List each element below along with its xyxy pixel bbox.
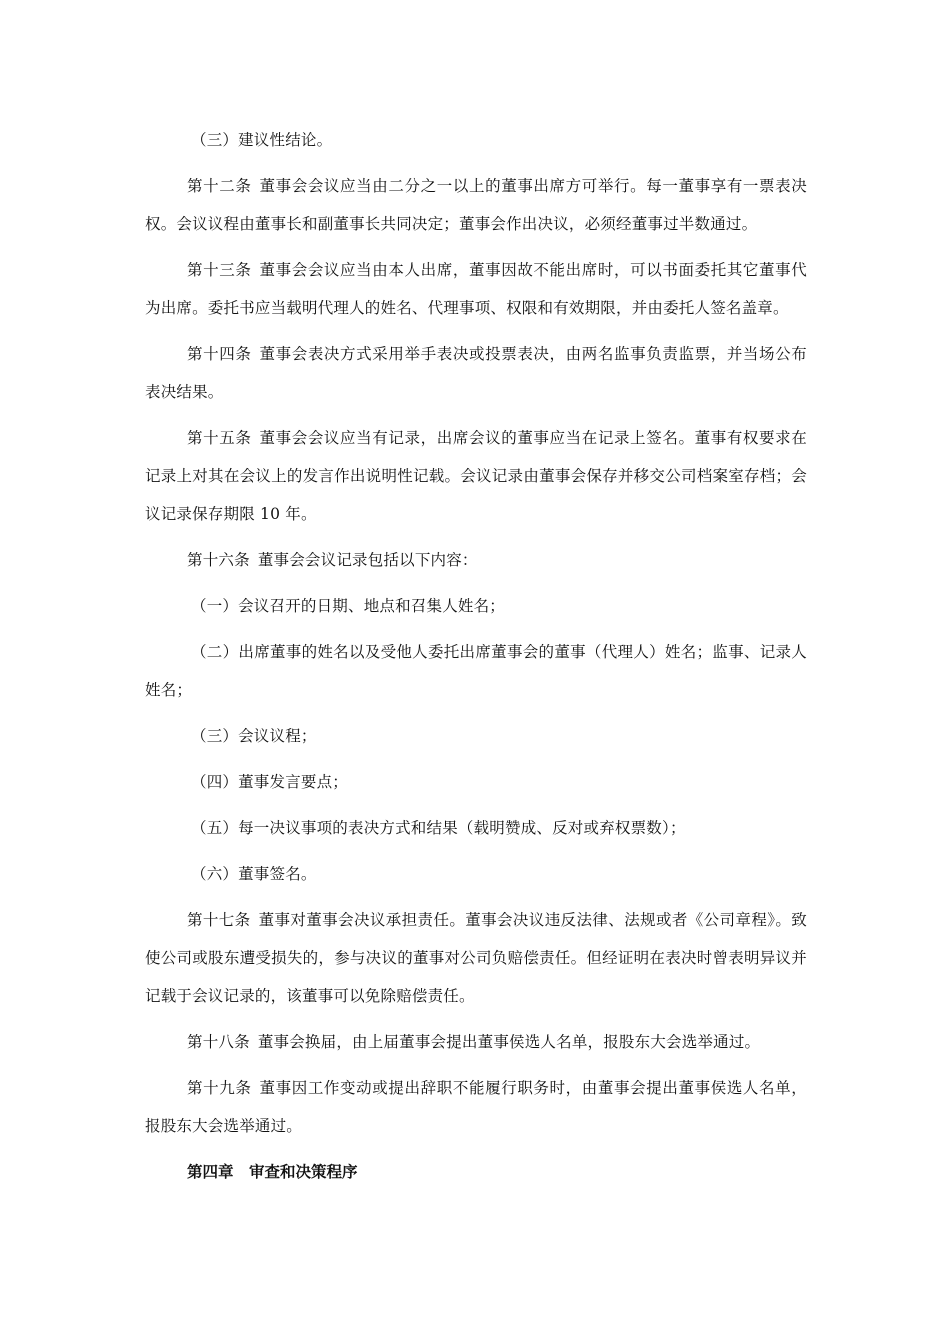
paragraph-item: （三）建议性结论。	[191, 131, 333, 149]
article-number: 第十四条	[187, 345, 252, 363]
article-number: 第十二条	[187, 177, 252, 195]
article-number: 第十八条	[187, 1033, 250, 1051]
article-text: 董事会表决方式采用举手表决或投票表决，由两名监事负责监票，并当场公布表决结果。	[145, 345, 807, 401]
article-19	[145, 1069, 807, 1145]
document-body	[145, 121, 807, 1191]
paragraph-item: （二）出席董事的姓名以及受他人委托出席董事会的董事（代理人）姓名；监事、记录人姓名；	[145, 643, 807, 699]
paragraph-item: （五）每一决议事项的表决方式和结果（载明赞成、反对或弃权票数）；	[191, 819, 686, 837]
article-text: 董事会会议应当有记录，出席会议的董事应当在记录上签名。董事有权要求在记录上对其在会议上的发言作出说明性记载。会议记录由董事会保存并移交公司档案室存档；会议记录保存期限 10 年。	[145, 429, 807, 523]
article-text: 董事会会议记录包括以下内容：	[257, 551, 478, 569]
article-18	[145, 1023, 807, 1061]
article-number: 第十五条	[187, 429, 252, 447]
article-number: 第十七条	[187, 911, 251, 929]
article-text: 董事会会议应当由二分之一以上的董事出席方可举行。每一董事享有一票表决权。会议议程由董事长和副董事长共同决定；董事会作出决议，必须经董事过半数通过。	[145, 177, 807, 233]
paragraph-item: （六）董事签名。	[191, 865, 317, 883]
chapter-heading: 第四章 审查和决策程序	[187, 1163, 358, 1181]
article-17	[145, 901, 807, 1015]
article-text: 董事会会议应当由本人出席，董事因故不能出席时，可以书面委托其它董事代为出席。委托书应当载明代理人的姓名、代理事项、权限和有效期限，并由委托人签名盖章。	[145, 261, 807, 317]
article-text: 董事会换届，由上届董事会提出董事侯选人名单，报股东大会选举通过。	[257, 1033, 761, 1051]
article-12	[145, 167, 807, 243]
paragraph-item: （三）会议议程；	[191, 727, 317, 745]
article-number: 第十六条	[187, 551, 250, 569]
paragraph-item: （一）会议召开的日期、地点和召集人姓名；	[191, 597, 506, 615]
article-number: 第十三条	[187, 261, 252, 279]
article-14	[145, 335, 807, 411]
article-text: 董事对董事会决议承担责任。董事会决议违反法律、法规或者《公司章程》。致使公司或股东遭受损失的，参与决议的董事对公司负赔偿责任。但经证明在表决时曾表明异议并记载于会议记录的，该董事可以免除赔偿责任。	[145, 911, 807, 1005]
paragraph-item: （四）董事发言要点；	[191, 773, 349, 791]
article-15	[145, 419, 807, 533]
article-13	[145, 251, 807, 327]
article-16	[145, 541, 807, 579]
article-number: 第十九条	[187, 1079, 252, 1097]
article-text: 董事因工作变动或提出辞职不能履行职务时，由董事会提出董事侯选人名单，报股东大会选举通过。	[145, 1079, 807, 1135]
